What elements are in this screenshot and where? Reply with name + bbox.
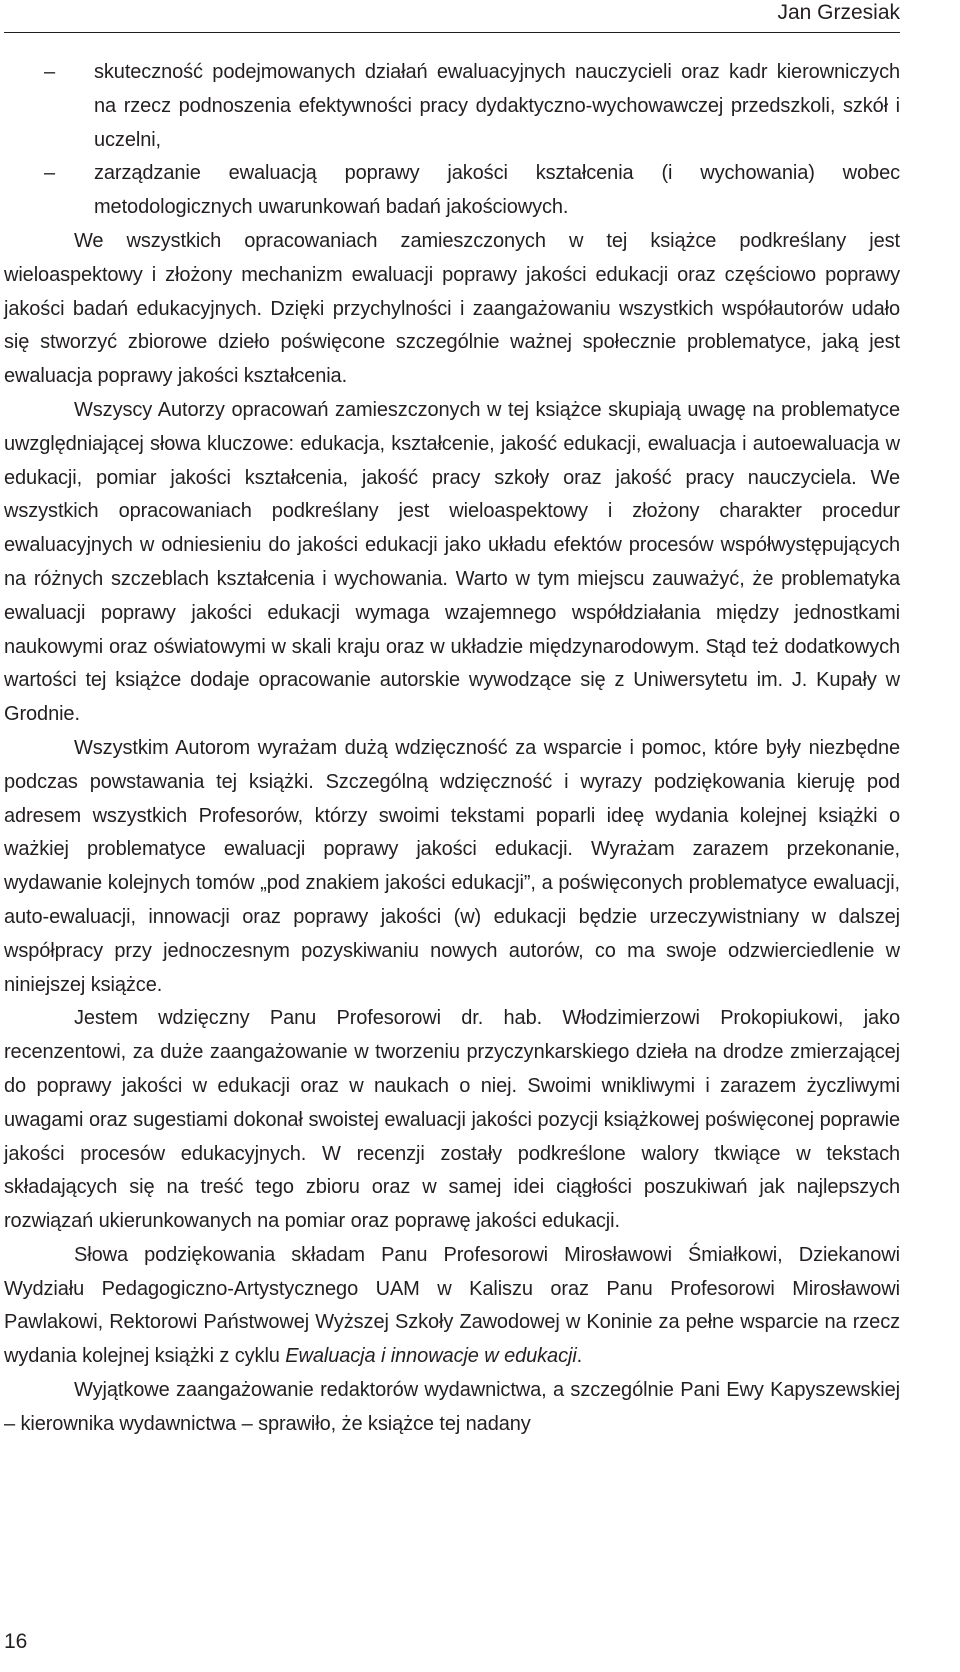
dash-bullet: – <box>44 61 56 83</box>
paragraph: Wszystkim Autorom wyrażam dużą wdzięczność za wsparcie i pomoc, które były niezbędne podczas powstawania tej książki. Szczególną wdzięczność i wyrazy podziękowania kieruję pod adresem wszystkich Profesorów, którzy swoimi tekstami poparli ideę wydania kolejnej książki o ważkiej problematyce ewaluacji poprawy jakości edukacji. Wyrażam zarazem przekonanie, wydawanie kolejnych tomów „pod znakiem jakości edukacji”, a poświęconych problematyce ewaluacji, auto-ewaluacji, innowacji oraz poprawy jakości (w) edukacji będzie urzeczywistniany w dalszej współpracy przy jednoczesnym pozyskiwaniu nowych autorów, co ma swoje odzwierciedlenie w niniejszej książce. <box>4 736 900 996</box>
list-item <box>4 56 900 157</box>
paragraph: We wszystkich opracowaniach zamieszczonych w tej książce podkreślany jest wieloaspektowy i złożony mechanizm ewaluacji poprawy jakości edukacji oraz częściowo poprawy jakości badań edukacyjnych. Dzięki przychylności i zaangażowaniu wszystkich współautorów udało się stworzyć zbiorowe dzieło poświęcone szczególnie ważnej społecznie problematyce, jaką jest ewaluacja poprawy jakości kształcenia. <box>4 229 900 388</box>
dash-bullet: – <box>44 162 56 185</box>
series-title: Ewaluacja i innowacje w edukacji <box>285 1345 577 1368</box>
paragraph: Jestem wdzięczny Panu Profesorowi dr. hab. Włodzimierzowi Prokopiukowi, jako recenzentowi, za duże zaangażowanie w tworzeniu przyczynkarskiego dzieła na drodze zmierzającej do poprawy jakości w edukacji oraz w naukach o niej. Swoimi wnikliwymi i zarazem życzliwymi uwagami oraz sugestiami dokonał swoistej ewaluacji jakości pozycji książkowej poświęconej poprawie jakości procesów edukacyjnych. W recenzji zostały podkreślone walory tkwiące w tekstach składających się na treść tego zbioru oraz w samej idei ciągłości poszukiwań jak najlepszych rozwiązań ukierunkowanych na pomiar oraz poprawę jakości edukacji. <box>4 1007 900 1233</box>
paragraph: Wyjątkowe zaangażowanie redaktorów wydawnictwa, a szczególnie Pani Ewy Kapyszewskiej – kierownika wydawnictwa – sprawiło, że książce tej nadany <box>4 1379 900 1435</box>
list-item <box>4 157 900 225</box>
list-item-text: skuteczność podejmowanych działań ewaluacyjnych nauczycieli oraz kadr kierowniczych na rzecz podnoszenia efektywności pracy dydaktyczno-wychowawczej przedszkoli, szkół i uczelni, <box>94 61 900 151</box>
running-head: Jan Grzesiak <box>777 1 900 24</box>
paragraph <box>4 1239 900 1374</box>
paragraph: Wszyscy Autorzy opracowań zamieszczonych w tej książce skupiają uwagę na problematyce uwzględniającej słowa kluczowe: edukacja, kształcenie, jakość edukacji, ewaluacja i autoewaluacja w edukacji, pomiar jakości kształcenia, jakość pracy szkoły oraz jakość pracy nauczyciela. We wszystkich opracowaniach podkreślany jest wieloaspektowy i złożony charakter procedur ewaluacyjnych w odniesieniu do jakości edukacji jako układu efektów procesów współwystępujących na różnych szczeblach kształcenia i wychowania. Warto w tym miejscu zauważyć, że problematyka ewaluacji poprawy jakości edukacji wymaga wzajemnego współdziałania między jednostkami naukowymi oraz oświatowymi w skali kraju oraz w układzie międzynarodowym. Stąd też dodatkowych wartości tej książce dodaje opracowanie autorskie wywodzące się z Uniwersytetu im. J. Kupały w Grodnie. <box>4 398 900 726</box>
paragraph-end: . <box>576 1345 583 1368</box>
page-body <box>4 56 900 1442</box>
page-number: 16 <box>4 1630 28 1653</box>
list-item-text: zarządzanie ewaluacją poprawy jakości kształcenia (i wychowania) wobec metodologicznych uwarunkowań badań jakościowych. <box>94 162 900 219</box>
header-rule <box>4 32 900 33</box>
paragraph-text: Słowa podziękowania składam Panu Profesorowi Mirosławowi Śmiałkowi, Dziekanowi Wydziału Pedagogiczno-Artystycznego UAM w Kaliszu oraz Panu Profesorowi Mirosławowi Pawlakowi, Rektorowi Państwowej Wyższej Szkoły Zawodowej w Koninie za pełne wsparcie na rzecz wydania kolejnej książki z cyklu <box>4 1243 900 1368</box>
